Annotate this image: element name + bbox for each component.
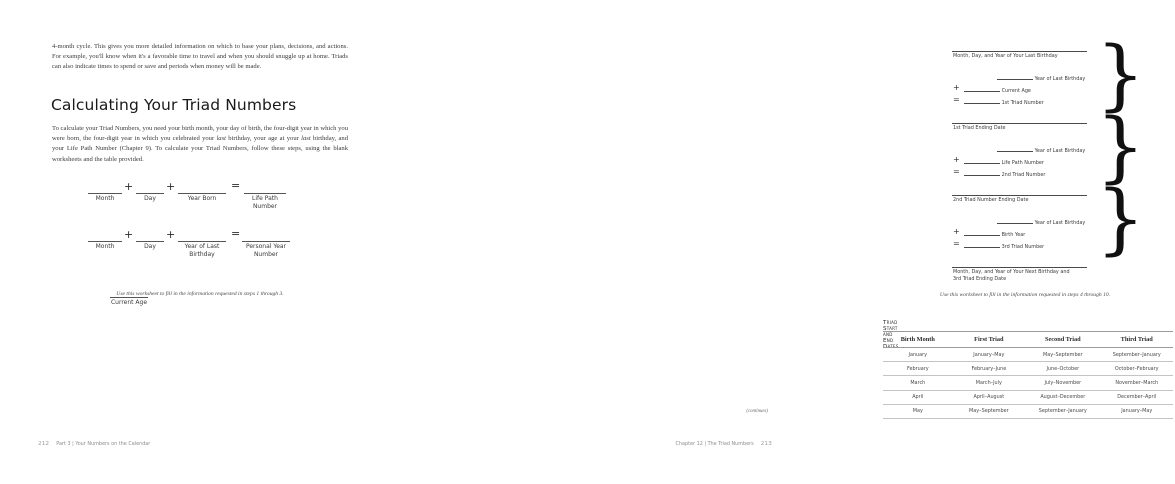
- steps-paragraph: [52, 124, 348, 165]
- worksheet-row-life-path: [88, 179, 318, 216]
- table-row: [883, 376, 1173, 390]
- steps-text-part2: birthday, your age at your: [226, 135, 302, 143]
- worksheet-line-3-1: [997, 217, 1085, 227]
- field-label: Personal Year Number: [245, 243, 287, 259]
- group-brace-2-icon: }: [1096, 103, 1145, 192]
- line-label: Life Path Number: [1001, 160, 1044, 166]
- field-label: Month: [95, 195, 115, 202]
- worksheet-heading-2: 1st Triad Ending Date: [953, 125, 1006, 131]
- blank-rule[interactable]: [964, 229, 1000, 236]
- cell-second-triad: July–November: [1025, 376, 1100, 390]
- table-body: [883, 348, 1173, 419]
- table-row: [883, 362, 1173, 376]
- cell-first-triad: May–September: [953, 404, 1026, 418]
- life-path-worksheet: [88, 179, 318, 320]
- page-number: 212: [38, 441, 50, 447]
- blank-rule[interactable]: [88, 232, 122, 242]
- group-brace-1-icon: }: [1096, 31, 1145, 120]
- table-row: [883, 404, 1173, 418]
- operator-equals-2: =: [231, 227, 241, 240]
- worksheet-row-personal-year: [88, 227, 318, 264]
- field-label: Current Age: [110, 299, 148, 306]
- column-header-birth-month: Birth Month: [883, 332, 953, 348]
- blank-rule[interactable]: [964, 157, 1000, 164]
- column-header-third-triad: Third Triad: [1100, 332, 1173, 348]
- field-label: Year of Last Birthday: [184, 243, 220, 259]
- heading-rule-3[interactable]: [952, 195, 1087, 196]
- operator-plus-g1: +: [953, 83, 960, 92]
- right-page: [405, 0, 1161, 484]
- blank-rule[interactable]: [244, 184, 286, 194]
- worksheet-line-3-2: [964, 229, 1025, 239]
- field-day-last-birthday[interactable]: [136, 232, 164, 251]
- table-header: [883, 332, 1173, 348]
- field-label: Day: [144, 195, 156, 202]
- worksheet-line-2-2: [964, 157, 1044, 167]
- table-row: [883, 348, 1173, 362]
- heading-rule-1[interactable]: [952, 51, 1087, 52]
- line-label: 3rd Triad Number: [1001, 244, 1045, 250]
- line-label: 2nd Triad Number: [1001, 172, 1046, 178]
- final-heading-line-2: 3rd Triad Ending Date: [953, 276, 1007, 282]
- right-worksheet-caption: Use this worksheet to fill in the information requested in steps 4 through 10.: [939, 292, 1111, 298]
- operator-plus-3: +: [124, 228, 134, 241]
- line-label: Year of Last Birthday: [1034, 148, 1086, 154]
- worksheet-heading-3: 2nd Triad Number Ending Date: [953, 197, 1029, 203]
- blank-rule[interactable]: [178, 232, 226, 242]
- field-label: Year Born: [187, 195, 217, 202]
- blank-rule[interactable]: [964, 169, 1000, 176]
- line-label: Current Age: [1001, 88, 1031, 94]
- cell-third-triad: November–March: [1100, 376, 1173, 390]
- table-row: [883, 390, 1173, 404]
- triad-worksheet: [950, 31, 1175, 282]
- blank-rule[interactable]: [242, 232, 290, 242]
- steps-text-italic1: last: [216, 135, 226, 143]
- heading-rule-2[interactable]: [952, 123, 1087, 124]
- left-worksheet-caption: Use this worksheet to fill in the information requested in steps 1 through 3.: [116, 291, 284, 297]
- group-brace-3-icon: }: [1096, 175, 1145, 264]
- left-page-footer: [38, 441, 150, 447]
- blank-rule[interactable]: [88, 184, 122, 194]
- blank-rule[interactable]: [964, 97, 1000, 104]
- operator-equals-g3: =: [953, 239, 960, 248]
- field-day-born[interactable]: [136, 184, 164, 203]
- field-label: Day: [144, 243, 156, 250]
- operator-equals-g1: =: [953, 95, 960, 104]
- worksheet-line-1-2: [964, 85, 1031, 95]
- cell-birth-month: May: [883, 404, 953, 418]
- table-continues-note: (continues): [746, 409, 768, 414]
- cell-birth-month: March: [883, 376, 953, 390]
- steps-text-part1: To calculate your Triad Numbers, you need your birth month, your day of birth, the four-digit year in which you were born, the four-digit year in which you celebrated your: [52, 125, 348, 143]
- cell-third-triad: December–April: [1100, 390, 1173, 404]
- table-header-row: [883, 332, 1173, 348]
- right-page-footer: [675, 441, 772, 447]
- blank-rule[interactable]: [997, 73, 1033, 80]
- cell-birth-month: February: [883, 362, 953, 376]
- blank-rule[interactable]: [178, 184, 226, 194]
- field-label: Life Path Number: [252, 195, 278, 211]
- left-page: [0, 0, 405, 484]
- operator-plus-1: +: [124, 180, 134, 193]
- worksheet-line-2-3: [964, 169, 1045, 179]
- worksheet-line-1-3: [964, 97, 1044, 107]
- cell-third-triad: October–February: [1100, 362, 1173, 376]
- blank-rule[interactable]: [964, 85, 1000, 92]
- line-label: Year of Last Birthday: [1034, 220, 1086, 226]
- operator-plus-4: +: [166, 228, 176, 241]
- operator-equals-1: =: [231, 179, 241, 192]
- page-title: Calculating Your Triad Numbers: [51, 96, 297, 114]
- line-label: Birth Year: [1001, 232, 1026, 238]
- worksheet-line-3-3: [964, 241, 1044, 251]
- blank-rule[interactable]: [136, 232, 164, 242]
- field-life-path-number[interactable]: [244, 184, 286, 212]
- field-year-of-last-birthday[interactable]: [178, 232, 226, 260]
- worksheet-line-1-1: [997, 73, 1085, 83]
- cell-second-triad: August–December: [1025, 390, 1100, 404]
- blank-rule[interactable]: [997, 145, 1033, 152]
- running-head: Chapter 12 | The Triad Numbers: [675, 441, 754, 447]
- page-number: 213: [760, 441, 772, 447]
- field-month-born[interactable]: [88, 184, 122, 203]
- operator-plus-g3: +: [953, 227, 960, 236]
- steps-text-part3: birthday, and your Life Path Number (Chapter 9). To calculate your Triad Numbers, follow these steps, using the blank worksheets and the table provided.: [52, 135, 348, 163]
- final-heading-rule[interactable]: [952, 267, 1087, 268]
- field-month-last-birthday[interactable]: [88, 232, 122, 251]
- final-heading-line-1: Month, Day, and Year of Your Next Birthday and: [953, 269, 1070, 275]
- cell-third-triad: September–January: [1100, 348, 1173, 362]
- cell-birth-month: April: [883, 390, 953, 404]
- operator-plus-2: +: [166, 180, 176, 193]
- steps-text-italic2: last: [301, 135, 311, 143]
- field-label: Month: [95, 243, 115, 250]
- blank-rule[interactable]: [997, 217, 1033, 224]
- cell-second-triad: June–October: [1025, 362, 1100, 376]
- column-header-second-triad: Second Triad: [1025, 332, 1100, 348]
- cell-birth-month: January: [883, 348, 953, 362]
- worksheet-heading-1: Month, Day, and Year of Your Last Birthday: [953, 53, 1058, 59]
- line-label: Year of Last Birthday: [1034, 76, 1086, 82]
- worksheet-line-2-1: [997, 145, 1085, 155]
- line-label: 1st Triad Number: [1001, 100, 1044, 106]
- cell-first-triad: April–August: [953, 390, 1026, 404]
- triad-dates-table: [883, 331, 1173, 419]
- blank-rule[interactable]: [964, 241, 1000, 248]
- cell-first-triad: January–May: [953, 348, 1026, 362]
- cell-first-triad: February–June: [953, 362, 1026, 376]
- cell-second-triad: September–January: [1025, 404, 1100, 418]
- cell-first-triad: March–July: [953, 376, 1026, 390]
- running-head: Part 3 | Your Numbers on the Calendar: [56, 441, 151, 447]
- table-title: Triad Start and End Dates: [883, 320, 899, 350]
- blank-rule[interactable]: [136, 184, 164, 194]
- cell-third-triad: January–May: [1100, 404, 1173, 418]
- field-personal-year-number[interactable]: [242, 232, 290, 260]
- column-header-first-triad: First Triad: [953, 332, 1026, 348]
- intro-paragraph: 4-month cycle. This gives you more detailed information on which to base your plans, decisions, and actions. For example, you'll know when it's a favorable time to travel and when you should snuggle up at home. Triads can also indicate times to spend or save and periods when money will be made.: [52, 43, 348, 71]
- field-year-born[interactable]: [178, 184, 226, 203]
- cell-second-triad: May–September: [1025, 348, 1100, 362]
- operator-equals-g2: =: [953, 167, 960, 176]
- operator-plus-g2: +: [953, 155, 960, 164]
